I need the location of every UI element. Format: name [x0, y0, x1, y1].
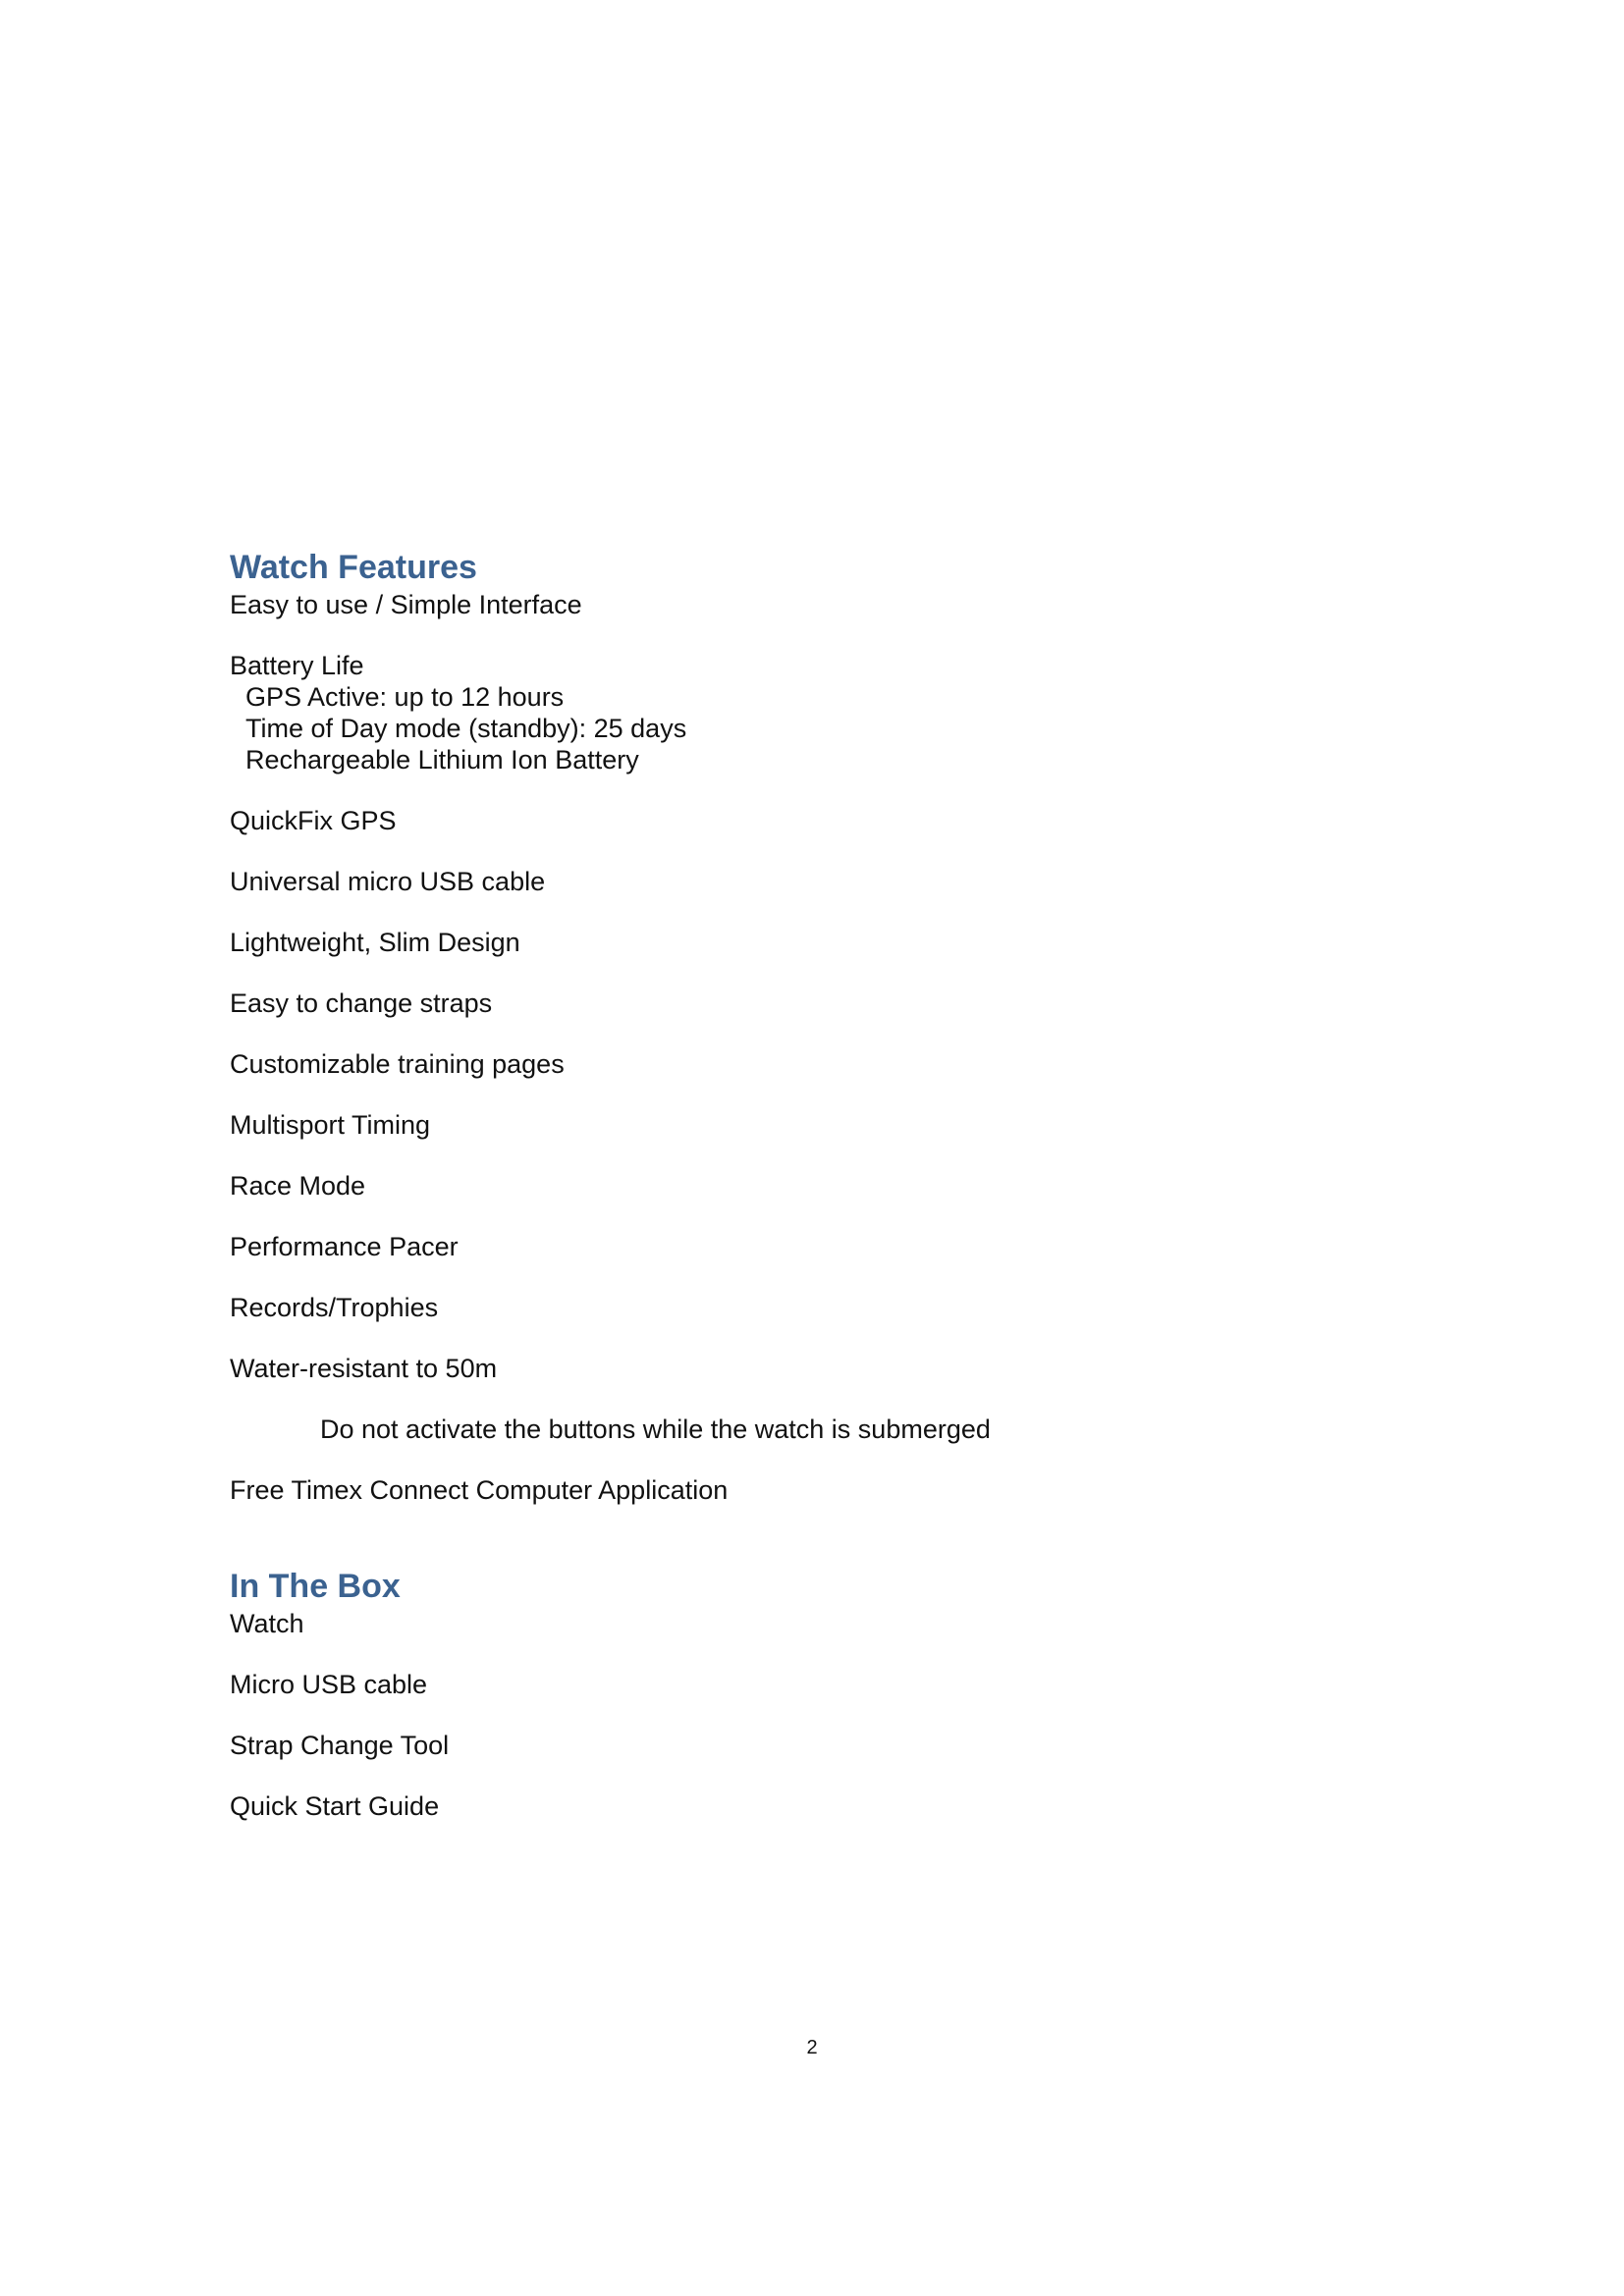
- water-resistance-note: Do not activate the buttons while the watch is submerged: [320, 1415, 991, 1444]
- battery-time-of-day: Time of Day mode (standby): 25 days: [245, 714, 687, 743]
- battery-life-group: [230, 650, 1408, 775]
- feature-item: Records/Trophies: [230, 1293, 439, 1322]
- feature-item: Multisport Timing: [230, 1110, 431, 1140]
- box-item: Micro USB cable: [230, 1670, 428, 1699]
- battery-life-label: Battery Life: [230, 651, 364, 680]
- box-item: Strap Change Tool: [230, 1731, 450, 1760]
- battery-gps-active: GPS Active: up to 12 hours: [245, 682, 565, 712]
- feature-easy-to-use: Easy to use / Simple Interface: [230, 590, 582, 619]
- watch-features-heading: Watch Features: [230, 549, 477, 586]
- feature-item: QuickFix GPS: [230, 806, 397, 835]
- feature-item-timex-connect: Free Timex Connect Computer Application: [230, 1475, 729, 1505]
- feature-item: Universal micro USB cable: [230, 867, 546, 896]
- feature-item: Lightweight, Slim Design: [230, 928, 520, 957]
- battery-rechargeable: Rechargeable Lithium Ion Battery: [245, 745, 639, 774]
- feature-item: Easy to change straps: [230, 988, 493, 1018]
- box-item: Watch: [230, 1609, 304, 1638]
- feature-item: Race Mode: [230, 1171, 366, 1201]
- in-the-box-heading: In The Box: [230, 1568, 401, 1605]
- page-number: 2: [806, 2037, 818, 2058]
- box-item: Quick Start Guide: [230, 1791, 440, 1821]
- feature-item: Performance Pacer: [230, 1232, 459, 1261]
- page-content: [230, 546, 1408, 1822]
- feature-item: Water-resistant to 50m: [230, 1354, 498, 1383]
- feature-item: Customizable training pages: [230, 1049, 565, 1079]
